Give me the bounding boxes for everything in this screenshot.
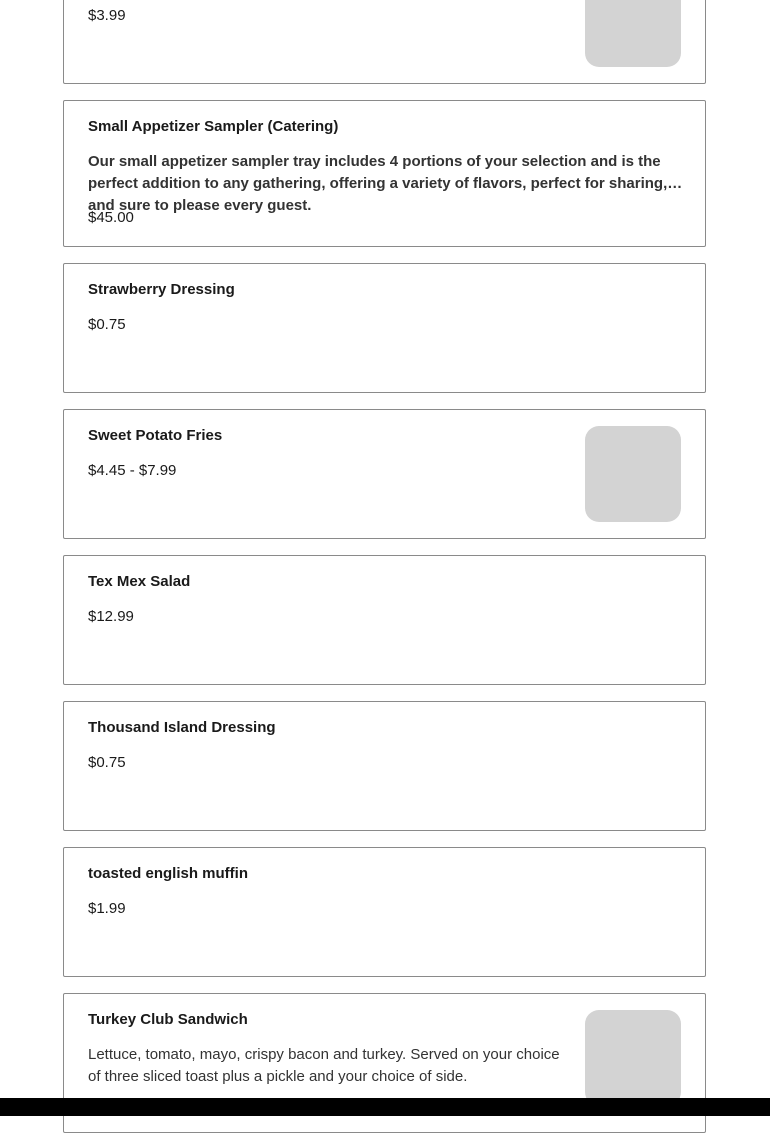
item-price: $0.75 [88,754,126,771]
item-name: toasted english muffin [88,865,249,882]
item-name: Small Appetizer Sampler (Catering) [88,118,339,135]
item-description: Lettuce, tomato, mayo, crispy bacon and turkey. Served on your choice of three sliced toast plus a pickle and your choice of side. [88,1046,560,1085]
menu-item-card[interactable] [63,847,706,977]
bottom-bar [0,1098,770,1116]
menu-item-card[interactable] [63,555,706,685]
item-name: Thousand Island Dressing [88,719,276,736]
item-image-placeholder [585,1010,681,1106]
menu-item-card[interactable] [63,263,706,393]
item-image-placeholder [585,426,681,522]
menu-item-card[interactable] [63,701,706,831]
item-name: Sweet Potato Fries [88,427,223,444]
item-price: $4.45 - $7.99 [88,462,177,479]
item-price: $45.00 [88,209,134,226]
item-image-placeholder [585,0,681,67]
item-name: Strawberry Dressing [88,281,235,298]
menu-item-card[interactable] [63,409,706,539]
item-price: $0.75 [88,316,126,333]
item-price: $1.99 [88,900,126,917]
item-price: $3.99 [88,7,126,24]
item-name: Tex Mex Salad [88,573,191,590]
menu-item-card[interactable] [63,0,706,84]
item-description: Our small appetizer sampler tray includes 4 portions of your selection and is the perfect addition to any gathering, offering a variety of flavors, perfect for sharing, and sure to please every guest. [88,153,668,214]
item-price: $12.99 [88,608,134,625]
menu-item-card[interactable] [63,100,706,247]
item-name: Turkey Club Sandwich [88,1011,248,1028]
